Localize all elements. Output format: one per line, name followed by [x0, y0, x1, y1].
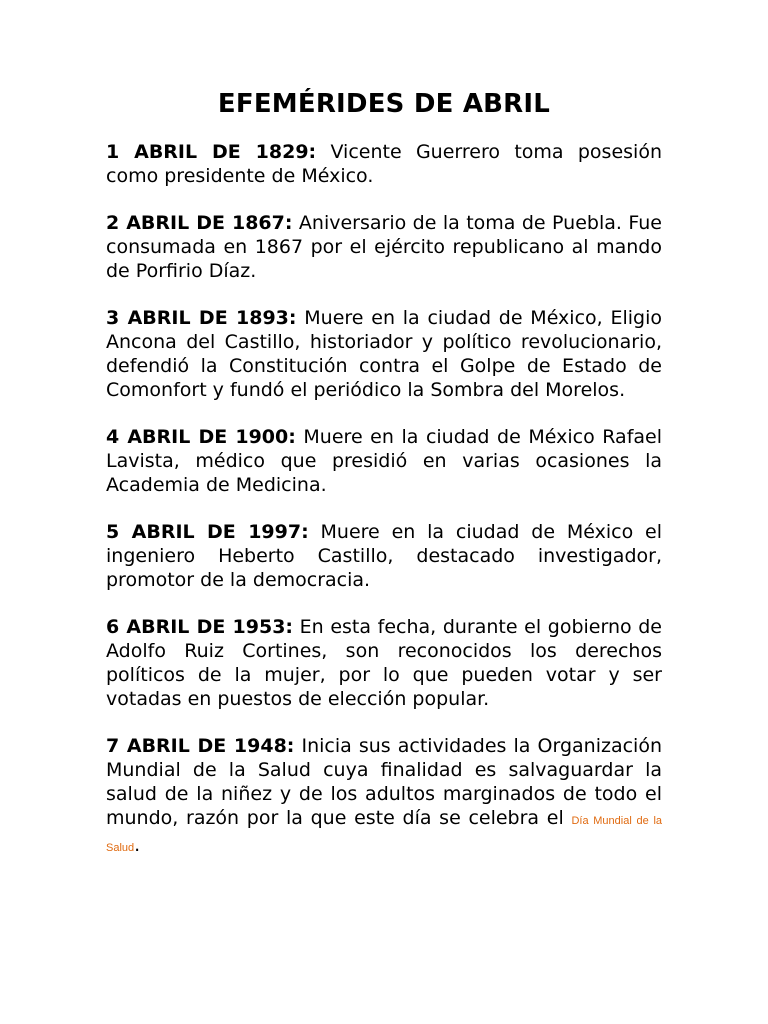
entry-5 — [106, 520, 662, 592]
entry-date: 3 ABRIL DE 1893: — [106, 306, 297, 329]
entry-1 — [106, 140, 662, 188]
entry-text: Vicente Guerrero toma posesión como presidente de México. — [106, 140, 662, 187]
entry-date: 5 ABRIL DE 1997: — [106, 520, 309, 543]
entry-3 — [106, 306, 662, 402]
entry-date: 2 ABRIL DE 1867: — [106, 211, 293, 234]
entry-6 — [106, 615, 662, 711]
entry-text: Muere en la ciudad de México Rafael Lavista, médico que presidió en varias ocasiones la Academia de Medicina. — [106, 425, 662, 496]
entry-4 — [106, 425, 662, 497]
entry-text: Inicia sus actividades la Organización Mundial de la Salud cuya finalidad es salvaguardar la salud de la niñez y de los adultos marginados de todo el mundo, razón por la que este día se celebra el — [106, 734, 662, 829]
entry-date: 4 ABRIL DE 1900: — [106, 425, 296, 448]
entry-text: En esta fecha, durante el gobierno de Adolfo Ruiz Cortines, son reconocidos los derechos políticos de la mujer, por lo que pueden votar y ser votadas en puestos de elección popular. — [106, 615, 662, 710]
entry-2 — [106, 211, 662, 283]
entry-text: Muere en la ciudad de México, Eligio Ancona del Castillo, historiador y político revolucionario, defendió la Constitución contra el Golpe de Estado de Comonfort y fundó el periódico la Sombra del Morelos. — [106, 306, 662, 401]
entry-date: 6 ABRIL DE 1953: — [106, 615, 294, 638]
document-page — [106, 88, 662, 883]
entry-date: 1 ABRIL DE 1829: — [106, 140, 317, 163]
entry-date: 7 ABRIL DE 1948: — [106, 734, 295, 757]
page-title: EFEMÉRIDES DE ABRIL — [217, 89, 551, 119]
dia-mundial-salud-link[interactable]: Día Mundial de la Salud — [106, 814, 663, 854]
entry-text: Aniversario de la toma de Puebla. Fue consumada en 1867 por el ejército republicano al mando de Porfirio Díaz. — [106, 211, 662, 282]
entry-text: Muere en la ciudad de México el ingeniero Heberto Castillo, destacado investigador, promotor de la democracia. — [106, 520, 662, 591]
entry-7 — [106, 734, 662, 860]
entry-text-tail: . — [134, 833, 141, 856]
